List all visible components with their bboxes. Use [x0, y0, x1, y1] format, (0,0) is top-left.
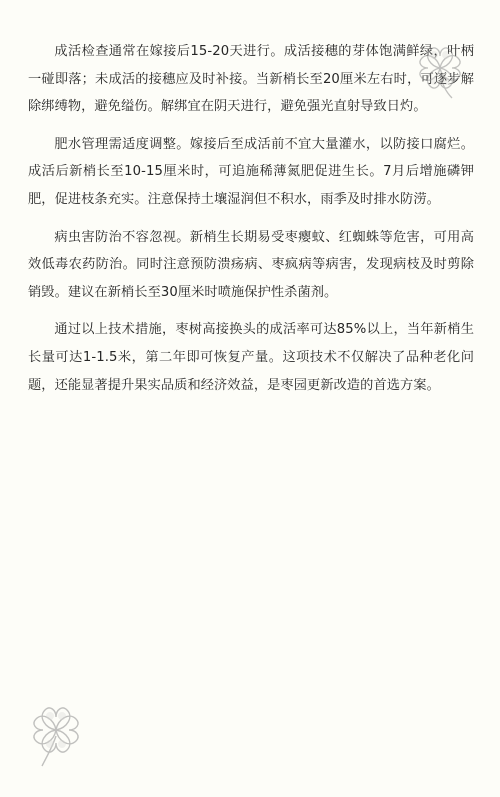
body-text	[28, 38, 474, 409]
paragraph-pest-disease-control: 病虫害防治不容忽视。新梢生长期易受枣瘿蚊、红蜘蛛等危害，可用高效低毒农药防治。同时注意预防溃疡病、枣疯病等病害，发现病枝及时剪除销毁。建议在新梢长至30厘米时喷施保护性杀菌剂。	[28, 229, 474, 300]
paragraph-fertilizer-water-management: 肥水管理需适度调整。嫁接后至成活前不宜大量灌水，以防接口腐烂。成活后新梢长至10-15厘米时，可追施稀薄氮肥促进生长。7月后增施磷钾肥，促进枝条充实。注意保持土壤湿润但不积水，雨季及时排水防涝。	[28, 136, 474, 207]
paragraph-graft-survival-check: 成活检查通常在嫁接后15-20天进行。成活接穗的芽体饱满鲜绿，叶柄一碰即落；未成活的接穗应及时补接。当新梢长至20厘米左右时，可逐步解除绑缚物，避免缢伤。解绑宜在阴天进行，避免强光直射导致日灼。	[28, 44, 474, 115]
paragraph-conclusion: 通过以上技术措施，枣树高接换头的成活率可达85%以上，当年新梢生长量可达1-1.5米，第二年即可恢复产量。这项技术不仅解决了品种老化问题，还能显著提升果实品质和经济效益，是枣园更新改造的首选方案。	[28, 322, 474, 393]
four-leaf-clover-icon	[26, 700, 86, 768]
four-leaf-clover-icon	[412, 40, 468, 100]
